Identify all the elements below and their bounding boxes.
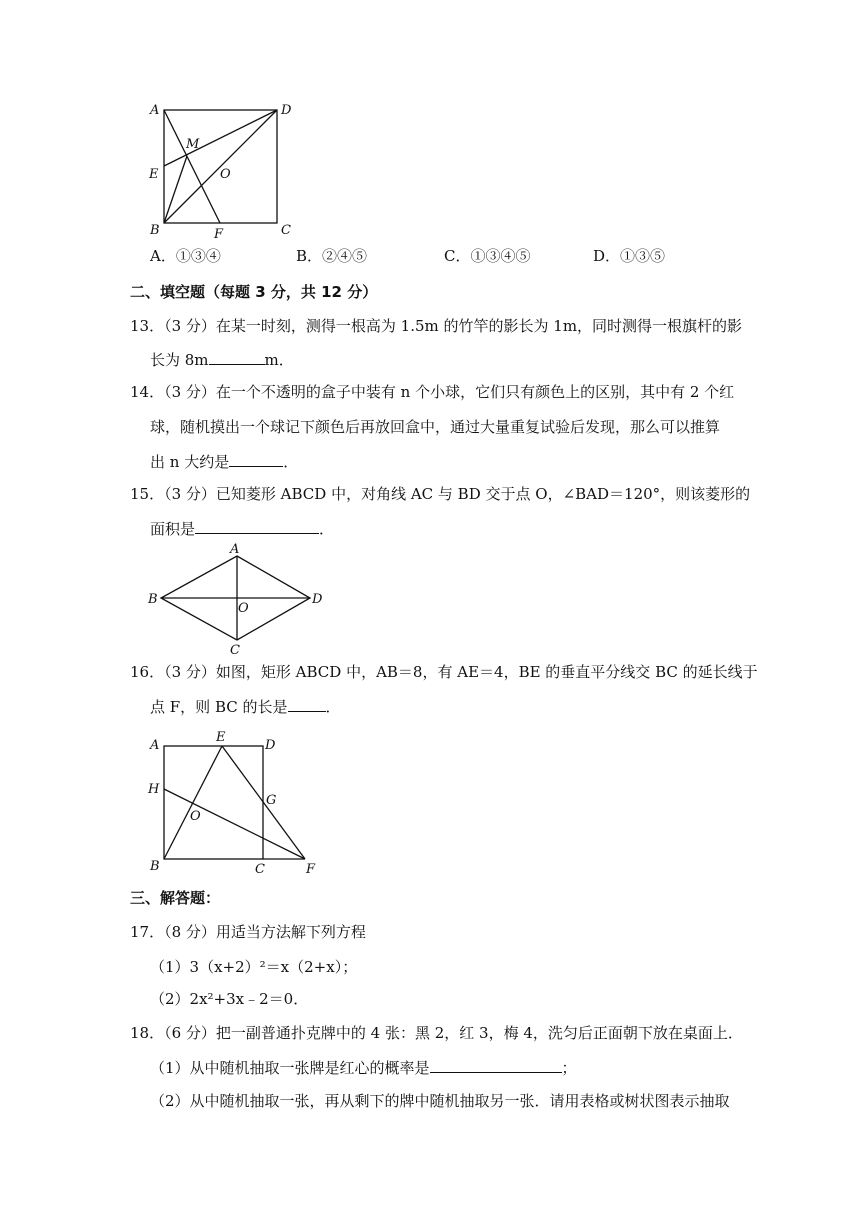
label-g: G	[266, 793, 277, 808]
segment-be	[164, 746, 222, 859]
option-a-value: ①③④	[175, 247, 221, 265]
q18-title: 18．（6 分）把一副普通扑克牌中的 4 张：黑 2，红 3，梅 4，洗匀后正面朝下放在桌面上．	[130, 1024, 743, 1042]
option-d-label: D．	[593, 247, 621, 265]
q15-text: 面积是	[150, 520, 196, 538]
q15-line1: 15．（3 分）已知菱形 ABCD 中，对角线 AC 与 BD 交于点 O，∠BAD＝120°，则该菱形的	[130, 485, 751, 503]
q18-part1-end: ；	[561, 1059, 577, 1077]
label-a: A	[150, 738, 160, 753]
label-c: C	[255, 862, 265, 877]
label-c: C	[230, 643, 240, 658]
label-f: F	[306, 862, 316, 877]
q16-end: ．	[325, 698, 341, 716]
q14-text: 出 n 大约是	[150, 453, 230, 471]
label-a: A	[150, 103, 160, 118]
q17-part1: （1）3（x+2）²＝x（2+x）；	[150, 958, 358, 976]
q15-answer-blank[interactable]	[195, 518, 319, 534]
q13-answer-blank[interactable]	[209, 349, 265, 365]
option-b-value: ②④⑤	[322, 247, 368, 265]
segment-ed	[164, 110, 277, 166]
label-d: D	[265, 738, 276, 753]
label-o: O	[220, 167, 231, 182]
figure-q15	[140, 540, 340, 660]
q14-line1: 14．（3 分）在一个不透明的盒子中装有 n 个小球，它们只有颜色上的区别，其中有 2 个红	[130, 383, 735, 401]
q16-answer-blank[interactable]	[288, 696, 326, 712]
q16-line1: 16．（3 分）如图，矩形 ABCD 中，AB＝8，有 AE＝4，BE 的垂直平分线交 BC 的延长线于	[130, 663, 758, 681]
option-d	[593, 246, 665, 266]
option-d-value: ①③⑤	[620, 247, 666, 265]
label-e: E	[216, 730, 226, 745]
label-b: B	[150, 859, 160, 874]
label-b: B	[148, 592, 158, 607]
label-f: F	[214, 227, 224, 242]
label-e: E	[149, 167, 159, 182]
section-3-title: 三、解答题：	[130, 889, 221, 907]
q13-line2	[150, 349, 294, 370]
option-c-label: C．	[444, 247, 471, 265]
q18-part1-text: （1）从中随机抽取一张牌是红心的概率是	[150, 1059, 430, 1077]
q14-end: ．	[283, 453, 299, 471]
label-b: B	[150, 223, 160, 238]
option-b	[296, 246, 367, 266]
q13-line1: 13．（3 分）在某一时刻，测得一根高为 1.5m 的竹竿的影长为 1m，同时测得一根旗杆的影	[130, 317, 743, 335]
q15-line2	[150, 518, 334, 539]
segment-hf	[164, 789, 305, 859]
label-m: M	[186, 137, 200, 152]
figure-q12	[140, 96, 300, 244]
option-c	[444, 246, 531, 266]
q16-line2	[150, 696, 341, 717]
q18-answer-blank[interactable]	[430, 1057, 562, 1073]
q18-part2: （2）从中随机抽取一张，再从剩下的牌中随机抽取另一张．请用表格或树状图表示抽取	[150, 1092, 730, 1110]
segment-af	[164, 110, 220, 223]
q18-part1	[150, 1057, 577, 1078]
label-h: H	[148, 782, 160, 797]
q13-unit: m．	[264, 351, 294, 369]
option-a	[150, 246, 221, 266]
q15-end: ．	[319, 520, 335, 538]
q16-text: 点 F，则 BC 的长是	[150, 698, 288, 716]
section-2-title: 二、填空题（每题 3 分，共 12 分）	[130, 283, 378, 301]
q14-line2: 球，随机摸出一个球记下颜色后再放回盒中，通过大量重复试验后发现，那么可以推算	[150, 418, 721, 436]
label-d: D	[312, 592, 323, 607]
option-c-value: ①③④⑤	[470, 247, 531, 265]
label-c: C	[281, 223, 291, 238]
q13-text: 长为 8m	[150, 351, 209, 369]
q14-line3	[150, 451, 298, 472]
option-a-label: A．	[150, 247, 176, 265]
option-b-label: B．	[296, 247, 323, 265]
q17-part2: （2）2x²+3x﹣2＝0．	[150, 990, 309, 1008]
q17-title: 17．（8 分）用适当方法解下列方程	[130, 923, 366, 941]
label-a: A	[230, 542, 240, 557]
label-o: O	[238, 601, 249, 616]
figure-q16	[140, 726, 330, 880]
label-o: O	[190, 809, 201, 824]
q14-answer-blank[interactable]	[229, 451, 283, 467]
segment-bm	[164, 156, 187, 223]
label-d: D	[281, 103, 292, 118]
